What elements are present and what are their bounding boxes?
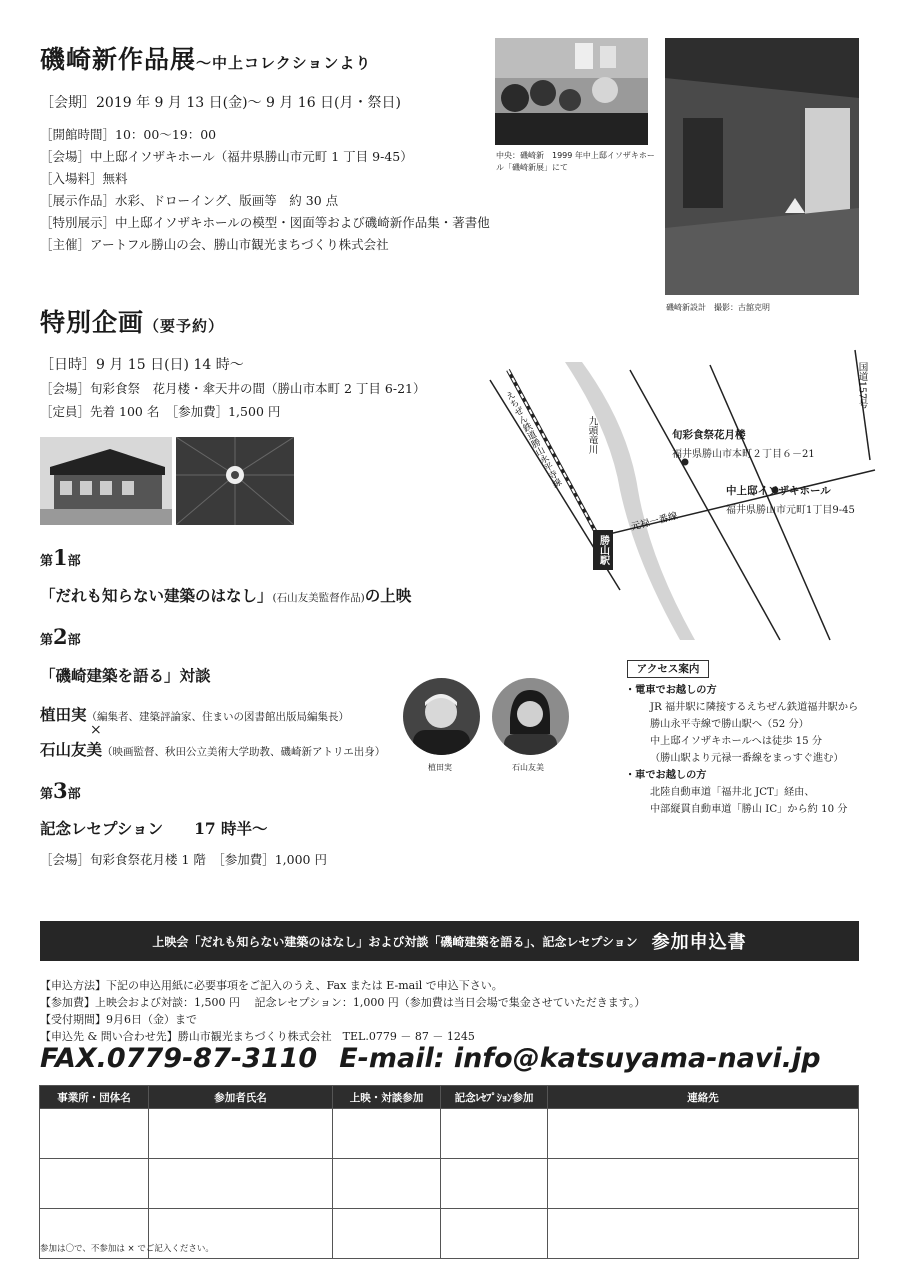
detail-value: 水彩、ドローイング、版画等 約 30 点 bbox=[115, 193, 339, 208]
cell-contact[interactable] bbox=[548, 1109, 859, 1159]
fee-label: ［参加費］ bbox=[171, 404, 229, 419]
column-header: 上映・対談参加 bbox=[333, 1086, 441, 1109]
fax-number: FAX.0779-87-3110 bbox=[40, 1043, 318, 1074]
registration-table bbox=[39, 1085, 859, 1259]
column-header: 連絡先 bbox=[548, 1086, 859, 1109]
venue1-name: 旬彩食祭花月楼 bbox=[672, 429, 746, 441]
form-info bbox=[40, 977, 645, 1045]
station-label: 勝山駅 bbox=[597, 535, 609, 565]
avatar-ueda-image bbox=[403, 678, 480, 755]
speaker2 bbox=[40, 738, 385, 760]
fee-label: ［参加費］ bbox=[218, 852, 275, 867]
form-info-line: 【受付期間】9月6日（金）まで bbox=[40, 1013, 197, 1026]
table-header-row bbox=[40, 1086, 859, 1109]
part-suffix: 部 bbox=[67, 787, 81, 802]
cell-organization[interactable] bbox=[40, 1109, 149, 1159]
speaker2-desc: （映画監督、秋田公立美術大学助教、磯崎新アトリエ出身） bbox=[102, 746, 386, 758]
detail-row bbox=[40, 168, 490, 190]
photo-hall-caption: 磯崎新設計 撮影：古舘克明 bbox=[666, 303, 770, 312]
detail-value: 中上邸イソザキホールの模型・図面等および磯崎新作品集・著書他 bbox=[115, 215, 490, 230]
special-note: （要予約） bbox=[144, 317, 225, 335]
contact-line bbox=[40, 1043, 821, 1074]
photo-umbrella-ceiling-image bbox=[176, 437, 294, 525]
part-suffix: 部 bbox=[67, 554, 81, 569]
detail-row bbox=[40, 190, 490, 212]
speaker1-name: 植田実 bbox=[40, 705, 87, 724]
detail-label: ［会場］ bbox=[40, 149, 91, 164]
part3-details bbox=[40, 850, 327, 868]
form-footnote: 参加は〇で、不参加は × でご記入ください。 bbox=[40, 1244, 214, 1254]
special-title bbox=[40, 303, 224, 339]
column-header: 事業所・団体名 bbox=[40, 1086, 149, 1109]
capacity-value: 先着 100 名 bbox=[90, 404, 160, 419]
access-line: 中部縦貫自動車道「勝山 IC」から約 10 分 bbox=[650, 804, 848, 815]
venue-label: ［会場］ bbox=[40, 381, 91, 396]
railway-label: えちぜん鉄道勝山永平寺線 bbox=[502, 389, 563, 490]
email-link[interactable]: E-mail: info@katsuyama-navi.jp bbox=[339, 1043, 821, 1074]
fee-value: 1,500 円 bbox=[228, 404, 281, 419]
part-prefix: 第 bbox=[40, 633, 54, 648]
column-header: 参加者氏名 bbox=[149, 1086, 333, 1109]
capacity-label: ［定員］ bbox=[40, 404, 91, 419]
cell-screening-attendance[interactable] bbox=[333, 1109, 441, 1159]
detail-label: ［特別展示］ bbox=[40, 215, 116, 230]
exhibition-subtitle: ～中上コレクションより bbox=[196, 54, 372, 72]
special-date bbox=[40, 354, 425, 377]
avatar-ishiyama-image bbox=[492, 678, 569, 755]
detail-label: ［主催］ bbox=[40, 237, 91, 252]
part1-heading bbox=[40, 584, 411, 606]
speaker1-desc: （編集者、建築評論家、住まいの図書館出版局編集長） bbox=[86, 711, 350, 723]
avatar-ishiyama bbox=[492, 678, 569, 755]
venue-value: 旬彩食祭 花月楼・傘天井の間（勝山市本町 2 丁目 6-21） bbox=[90, 381, 426, 396]
part1-heading-note: (石山友美監督作品) bbox=[272, 592, 365, 604]
part2-heading: 「磯崎建築を語る」対談 bbox=[40, 666, 211, 685]
access-line: 北陸自動車道「福井北 JCT」経由、 bbox=[650, 787, 815, 798]
fee-value: 1,000 円 bbox=[274, 852, 327, 867]
table-row bbox=[40, 1159, 859, 1209]
detail-row bbox=[40, 212, 490, 234]
part1-heading-tail: の上映 bbox=[364, 586, 412, 605]
venue2-name: 中上邸イソザキホール bbox=[726, 485, 831, 497]
photo-kagetsuro bbox=[40, 437, 172, 525]
cell-reception-attendance[interactable] bbox=[441, 1109, 548, 1159]
part-number: 1 bbox=[53, 545, 68, 570]
part-prefix: 第 bbox=[40, 554, 54, 569]
date-value: 9 月 15 日(日) 14 時～ bbox=[96, 357, 244, 373]
special-capacity bbox=[40, 400, 425, 423]
special-details bbox=[40, 354, 425, 423]
speaker1 bbox=[40, 703, 349, 725]
exhibition-period bbox=[40, 92, 401, 112]
cell-contact[interactable] bbox=[548, 1159, 859, 1209]
part3-heading bbox=[40, 817, 268, 839]
venue1-addr: 福井県勝山市本町２丁目６－21 bbox=[672, 449, 815, 460]
access-title: アクセス案内 bbox=[627, 660, 709, 678]
banner-title: 参加申込書 bbox=[651, 932, 747, 953]
street-label: 元禄一番線 bbox=[630, 510, 679, 533]
exhibition-title-text: 磯崎新作品展 bbox=[40, 45, 197, 74]
photo-hall bbox=[665, 38, 859, 295]
detail-value: アートフル勝山の会、勝山市観光まちづくり株式会社 bbox=[90, 237, 389, 252]
cell-screening-attendance[interactable] bbox=[333, 1209, 441, 1259]
special-venue bbox=[40, 377, 425, 400]
part-prefix: 第 bbox=[40, 787, 54, 802]
part3-heading-text: 記念レセプション bbox=[40, 819, 164, 838]
banner-text: 上映会「だれも知らない建築のはなし」および対談「磯崎建築を語る」、記念レセプション bbox=[152, 934, 638, 949]
access-line: （勝山駅より元禄一番線をまっすぐ進む） bbox=[650, 753, 844, 764]
part-number: 3 bbox=[53, 778, 68, 803]
detail-row bbox=[40, 234, 490, 256]
avatar-ishiyama-caption: 石山友美 bbox=[512, 763, 544, 772]
form-info-line: 【申込方法】下記の申込用紙に必要事項をご記入のうえ、Fax または E-mail で申込下さい。 bbox=[40, 979, 503, 992]
special-title-text: 特別企画 bbox=[40, 308, 145, 337]
river-shape bbox=[565, 362, 695, 640]
access-map bbox=[480, 340, 880, 660]
cell-reception-attendance[interactable] bbox=[441, 1159, 548, 1209]
cross-mark: × bbox=[90, 722, 102, 738]
form-info-line: 【申込先 & 問い合わせ先】勝山市観光まちづくり株式会社 TEL.0779 － 87 － 1245 bbox=[40, 1030, 475, 1043]
detail-label: ［開館時間］ bbox=[40, 127, 116, 142]
access-line: ・電車でお越しの方 bbox=[625, 684, 717, 696]
part1-heading-text: 「だれも知らない建築のはなし」 bbox=[40, 586, 273, 605]
part-number: 2 bbox=[53, 624, 68, 649]
detail-label: ［展示作品］ bbox=[40, 193, 116, 208]
form-banner bbox=[40, 921, 859, 961]
table-row bbox=[40, 1109, 859, 1159]
access-line: 勝山永平寺線で勝山駅へ（52 分） bbox=[650, 719, 809, 730]
photo-kagetsuro-image bbox=[40, 437, 172, 525]
avatar-ueda bbox=[403, 678, 480, 755]
caption-line: 中央：磯崎新 1999 年中上邸イソザキホー bbox=[496, 151, 655, 160]
detail-label: ［入場料］ bbox=[40, 171, 103, 186]
access-line: JR 福井駅に隣接するえちぜん鉄道福井駅から bbox=[650, 702, 859, 713]
photo-people bbox=[495, 38, 648, 145]
speaker2-name: 石山友美 bbox=[40, 740, 103, 759]
exhibition-details bbox=[40, 124, 490, 256]
detail-value: 10：00～19：00 bbox=[115, 127, 217, 142]
part3-label bbox=[40, 778, 81, 803]
detail-value: 中上邸イソザキホール（福井県勝山市元町 1 丁目 9-45） bbox=[90, 149, 413, 164]
detail-value: 無料 bbox=[102, 171, 128, 186]
cell-participant-name[interactable] bbox=[149, 1159, 333, 1209]
part-suffix: 部 bbox=[67, 633, 81, 648]
cell-organization[interactable] bbox=[40, 1159, 149, 1209]
access-line: ・車でお越しの方 bbox=[625, 769, 707, 781]
photo-hall-image bbox=[665, 38, 859, 295]
venue2-addr: 福井県勝山市元町1丁目9-45 bbox=[726, 505, 855, 516]
venue-value: 旬彩食祭花月楼 1 階 bbox=[90, 852, 206, 867]
detail-row bbox=[40, 146, 490, 168]
access-info bbox=[625, 682, 858, 818]
column-header: 記念ﾚｾﾌﾟｼｮﾝ参加 bbox=[441, 1086, 548, 1109]
form-info-line: 【参加費】上映会および対談：1,500 円 記念レセプション：1,000 円（参加費は当日会場で集金させていただきます。） bbox=[40, 996, 646, 1009]
period-value: 2019 年 9 月 13 日(金)～ 9 月 16 日(月・祭日) bbox=[96, 95, 401, 111]
exhibition-title bbox=[40, 40, 371, 76]
river-label: 九頭竜川 bbox=[586, 416, 598, 454]
date-label: ［日時］ bbox=[40, 357, 96, 373]
period-label: ［会期］ bbox=[40, 95, 96, 111]
route157-label: 国道157号 bbox=[856, 362, 868, 409]
venue-label: ［会場］ bbox=[40, 852, 91, 867]
part1-label bbox=[40, 545, 81, 570]
part2-label bbox=[40, 624, 81, 649]
photo-people-image bbox=[495, 38, 648, 145]
avatar-ueda-caption: 植田実 bbox=[428, 763, 452, 772]
photo-people-caption bbox=[496, 150, 656, 174]
caption-line: ル「磯崎新展」にて bbox=[496, 163, 568, 172]
cell-reception-attendance[interactable] bbox=[441, 1209, 548, 1259]
cell-participant-name[interactable] bbox=[149, 1109, 333, 1159]
part3-time: 17 時半～ bbox=[194, 819, 268, 838]
cell-screening-attendance[interactable] bbox=[333, 1159, 441, 1209]
cell-contact[interactable] bbox=[548, 1209, 859, 1259]
detail-row bbox=[40, 124, 490, 146]
photo-umbrella-ceiling bbox=[176, 437, 294, 525]
access-line: 中上邸イソザキホールへは徒歩 15 分 bbox=[650, 736, 823, 747]
